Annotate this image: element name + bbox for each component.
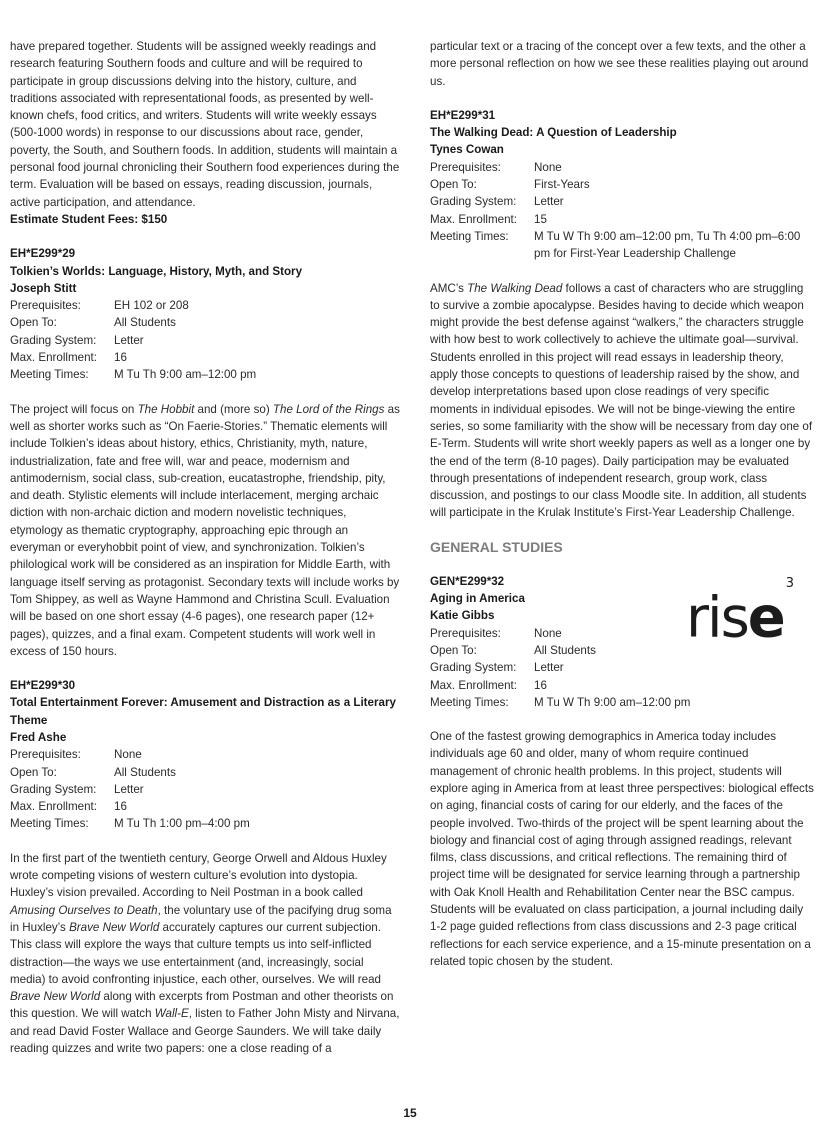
course-title: Aging in America bbox=[430, 592, 525, 606]
course-description: The project will focus on The Hobbit and (more so) The Lord of the Rings as well as shorter works such as “On Faerie-Stories.” Thematic elements will include Tolkien’s ideas about history, ethics, Christianity, myth, nature, industrialization, fate and free will, war and peace, modernism and antimodernism, social class, sub-creation, eucatastrophe, friendship, pity, and death. Stylistic elements will include interlacement, merging archaic diction with non-archaic diction and modern novelistic techniques, etymology as thematic cryptography, approaching epic through an everyman or everyhobbit point of view, and synchronization. Tolkien’s philological work will be considered as an inspiration for Middle Earth, with language itself serving as protagonist. Secondary texts will include works by Tom Shippey, as well as Wayne Hammond and Christina Scull. Evaluation will be based on one short essay (4-6 pages), one research paper (12+ pages), quizzes, and a final exam. Competent students will work well in excess of 150 hours. bbox=[10, 402, 400, 658]
meta-value: Letter bbox=[534, 195, 564, 209]
meta-key: Prerequisites: bbox=[430, 626, 501, 640]
course-total-entertainment bbox=[10, 677, 400, 1057]
course-meta bbox=[10, 297, 400, 383]
student-fees: Estimate Student Fees: $150 bbox=[10, 212, 168, 226]
meta-key: Meeting Times: bbox=[430, 695, 509, 709]
course-title: Tolkien’s Worlds: Language, History, Myth, and Story bbox=[10, 264, 303, 278]
meta-value: None bbox=[114, 748, 142, 762]
meta-value: M Tu Th 1:00 pm–4:00 pm bbox=[114, 817, 250, 831]
meta-value: M Tu Th 9:00 am–12:00 pm bbox=[114, 368, 257, 382]
meta-value: First-Years bbox=[534, 178, 590, 192]
meta-value: Letter bbox=[114, 333, 144, 347]
section-heading: GENERAL STUDIES bbox=[430, 538, 563, 555]
meta-value: EH 102 or 208 bbox=[114, 299, 189, 313]
meta-value: None bbox=[534, 160, 562, 174]
meta-key: Prerequisites: bbox=[430, 160, 501, 174]
meta-key: Max. Enrollment: bbox=[10, 800, 97, 814]
rise3-logo bbox=[686, 576, 795, 651]
course-code: EH*E299*30 bbox=[10, 679, 76, 693]
course-description: AMC’s The Walking Dead follows a cast of characters who are struggling to survive a zombie apocalypse. Besides having to decide which weapon might provide the best defense against “walkers,” the characters struggle with how best to work collectively to achieve the ultimate goal—survival. Students enrolled in this project will read essays in leadership theory, apply those concepts to questions of leadership raised by the show, and develop interpretations based upon close readings of very specific moments in individual episodes. We will not be binge-viewing the entire series, so some familiarity with the show will be necessary from day one of E-Term. Students will write short weekly papers as well as a longer one by the end of the term (8-10 pages). Daily participation may be evaluated through presentations of independent research, group work, class discussion, and postings to our class Moodle site. In addition, all students will participate in the Krulak Institute’s First-Year Leadership Challenge. bbox=[430, 281, 813, 520]
meta-value: All Students bbox=[114, 765, 176, 779]
logo-text-light: ris bbox=[686, 585, 748, 651]
course-title: The Walking Dead: A Question of Leadership bbox=[430, 126, 677, 140]
right-column bbox=[430, 38, 814, 970]
meta-value: 15 bbox=[534, 212, 547, 226]
meta-key: Prerequisites: bbox=[10, 748, 81, 762]
logo-superscript: 3 bbox=[785, 576, 795, 591]
continued-paragraph: particular text or a tracing of the concept over a few texts, and the other a more personal reflection on how we see these realities playing out around us. bbox=[430, 40, 809, 88]
course-description: In the first part of the twentieth century, George Orwell and Aldous Huxley wrote competing visions of western culture’s evolution into dystopia. Huxley’s vision prevailed. According to Neil Postman in a book called Amusing Ourselves to Death, the voluntary use of the pacifying drug soma in Huxley’s Brave New World accurately captures our current subjection. This class will explore the ways that culture tempts us into self-inflicted distraction—the ways we use entertainment (and, increasingly, social media) to avoid confronting injustice, each other, ourselves. We will read Brave New World along with excerpts from Postman and other theorists on this question. We will watch Wall-E, listen to Father John Misty and Nirvana, and read David Foster Wallace and George Saunders. We will take daily reading quizzes and write two papers: one a close reading of a bbox=[10, 851, 400, 1056]
course-code: EH*E299*31 bbox=[430, 108, 496, 122]
course-code: GEN*E299*32 bbox=[430, 574, 505, 588]
meta-key: Meeting Times: bbox=[10, 817, 89, 831]
meta-key: Open To: bbox=[10, 765, 57, 779]
course-code: EH*E299*29 bbox=[10, 247, 76, 261]
course-tolkien bbox=[10, 245, 400, 660]
course-meta bbox=[10, 746, 400, 832]
course-meta bbox=[430, 159, 814, 263]
meta-value: None bbox=[534, 626, 562, 640]
meta-value: 16 bbox=[114, 351, 127, 365]
course-instructor: Joseph Stitt bbox=[10, 281, 77, 295]
meta-key: Grading System: bbox=[10, 333, 97, 347]
meta-key: Grading System: bbox=[430, 195, 517, 209]
meta-key: Grading System: bbox=[10, 782, 97, 796]
meta-value: M Tu W Th 9:00 am–12:00 pm, Tu Th 4:00 pm–6:00 pm for First-Year Leadership Challenge bbox=[534, 229, 801, 261]
course-description: One of the fastest growing demographics in America today includes individuals age 60 and older, many of whom require continued management of chronic health problems. In this project, students will explore aging in America from at least three perspectives: biological effects on aging, financial costs of caring for our elderly, and the faces of the people involved. Two-thirds of the project will be spent learning about the biology and financial cost of aging through assigned readings, relevant films, class discussions, and critical reflections. The remaining third of project time will be designated for service learning through a partnership with Oak Knoll Health and Rehabilitation Center near the BSC campus. Students will be evaluated on class participation, a journal including daily 1-2 page guided reflections from class discussions and 2-3 page critical reflections for each service experience, and a 15-minute presentation on a related topic chosen by the student. bbox=[430, 730, 814, 968]
meta-key: Open To: bbox=[430, 178, 477, 192]
meta-value: 16 bbox=[534, 678, 547, 692]
meta-key: Max. Enrollment: bbox=[430, 678, 517, 692]
meta-key: Meeting Times: bbox=[430, 229, 509, 243]
left-column bbox=[10, 38, 400, 1057]
meta-value: Letter bbox=[534, 661, 564, 675]
meta-value: Letter bbox=[114, 782, 144, 796]
course-walking-dead bbox=[430, 107, 814, 522]
course-instructor: Fred Ashe bbox=[10, 730, 67, 744]
meta-key: Max. Enrollment: bbox=[10, 351, 97, 365]
course-instructor: Katie Gibbs bbox=[430, 609, 495, 623]
course-title: Total Entertainment Forever: Amusement and Distraction as a Literary Theme bbox=[10, 696, 396, 727]
meta-key: Meeting Times: bbox=[10, 368, 89, 382]
logo-text-heavy: e bbox=[747, 585, 784, 651]
meta-key: Grading System: bbox=[430, 661, 517, 675]
meta-key: Prerequisites: bbox=[10, 299, 81, 313]
intro-paragraph: have prepared together. Students will be assigned weekly readings and research featuring Southern foods and culture and will be required to participate in group discussions delving into the history, culture, and traditions associated with representational foods, as presented by well-known chefs, food critics, and writers. Students will write weekly essays (500-1000 words) in response to our discussions about race, gender, poverty, the South, and Southern foods. In addition, students will maintain a personal food journal chronicling their Southern food experiences during the term. Evaluation will be based on essays, reading discussion, journals, active participation, and attendance. bbox=[10, 40, 400, 209]
page-number: 15 bbox=[403, 1106, 417, 1120]
meta-value: M Tu W Th 9:00 am–12:00 pm bbox=[534, 695, 691, 709]
meta-key: Open To: bbox=[430, 643, 477, 657]
meta-value: All Students bbox=[114, 316, 176, 330]
meta-value: All Students bbox=[534, 643, 596, 657]
meta-key: Max. Enrollment: bbox=[430, 212, 517, 226]
meta-value: 16 bbox=[114, 800, 127, 814]
course-instructor: Tynes Cowan bbox=[430, 143, 504, 157]
meta-key: Open To: bbox=[10, 316, 57, 330]
